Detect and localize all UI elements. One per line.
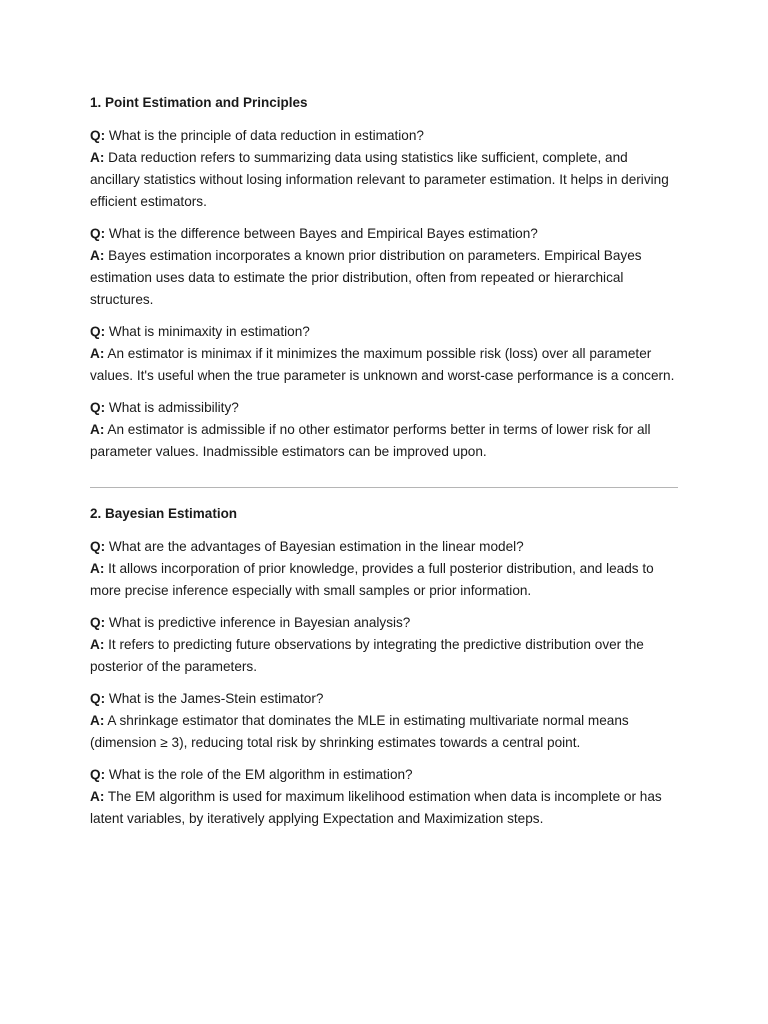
answer-text: An estimator is minimax if it minimizes the maximum possible risk (loss) over all parameter values. It's useful when the true parameter is unknown and worst-case performance is a concern. bbox=[90, 346, 675, 383]
answer bbox=[90, 786, 678, 830]
qa-item bbox=[90, 764, 678, 830]
qa-item bbox=[90, 688, 678, 754]
answer bbox=[90, 343, 678, 387]
question-text: What is admissibility? bbox=[108, 400, 239, 415]
section-divider bbox=[90, 487, 678, 488]
question-text: What are the advantages of Bayesian estimation in the linear model? bbox=[108, 539, 524, 554]
qa-item bbox=[90, 223, 678, 311]
answer bbox=[90, 634, 678, 678]
qa-item bbox=[90, 612, 678, 678]
answer bbox=[90, 419, 678, 463]
question bbox=[90, 764, 678, 786]
answer-tag: A: bbox=[90, 561, 105, 576]
answer-text: The EM algorithm is used for maximum likelihood estimation when data is incomplete or has latent variables, by iteratively applying Expectation and Maximization steps. bbox=[90, 789, 662, 826]
question-tag: Q: bbox=[90, 615, 106, 630]
qa-item bbox=[90, 321, 678, 387]
question bbox=[90, 223, 678, 245]
qa-item bbox=[90, 536, 678, 602]
answer bbox=[90, 245, 678, 311]
question-text: What is the role of the EM algorithm in estimation? bbox=[108, 767, 413, 782]
answer-tag: A: bbox=[90, 713, 105, 728]
question-text: What is minimaxity in estimation? bbox=[108, 324, 310, 339]
question-tag: Q: bbox=[90, 767, 106, 782]
answer-text: Bayes estimation incorporates a known prior distribution on parameters. Empirical Bayes estimation uses data to estimate the prior distribution, often from repeated or hierarchical structures. bbox=[90, 248, 642, 307]
answer-tag: A: bbox=[90, 422, 105, 437]
answer-text: An estimator is admissible if no other estimator performs better in terms of lower risk for all parameter values. Inadmissible estimators can be improved upon. bbox=[90, 422, 651, 459]
question bbox=[90, 688, 678, 710]
answer-tag: A: bbox=[90, 248, 105, 263]
qa-item bbox=[90, 397, 678, 463]
answer-text: It allows incorporation of prior knowledge, provides a full posterior distribution, and leads to more precise inference especially with small samples or prior information. bbox=[90, 561, 654, 598]
question-tag: Q: bbox=[90, 691, 106, 706]
section-heading: 2. Bayesian Estimation bbox=[90, 506, 238, 521]
section-bayesian-estimation bbox=[90, 504, 678, 830]
answer-tag: A: bbox=[90, 637, 105, 652]
question-tag: Q: bbox=[90, 324, 106, 339]
question-text: What is the principle of data reduction in estimation? bbox=[108, 128, 424, 143]
answer-text: It refers to predicting future observations by integrating the predictive distribution over the posterior of the parameters. bbox=[90, 637, 644, 674]
question-tag: Q: bbox=[90, 400, 106, 415]
answer-text: Data reduction refers to summarizing data using statistics like sufficient, complete, and ancillary statistics without losing information relevant to parameter estimation. It helps in deriving efficient estimators. bbox=[90, 150, 669, 209]
question-tag: Q: bbox=[90, 539, 106, 554]
answer-text: A shrinkage estimator that dominates the MLE in estimating multivariate normal means (dimension ≥ 3), reducing total risk by shrinking estimates towards a central point. bbox=[90, 713, 629, 750]
question-text: What is the difference between Bayes and Empirical Bayes estimation? bbox=[108, 226, 538, 241]
question bbox=[90, 321, 678, 343]
question-tag: Q: bbox=[90, 226, 106, 241]
section-heading: 1. Point Estimation and Principles bbox=[90, 95, 308, 110]
question-text: What is predictive inference in Bayesian analysis? bbox=[108, 615, 411, 630]
answer-tag: A: bbox=[90, 150, 105, 165]
qa-item bbox=[90, 125, 678, 213]
question bbox=[90, 397, 678, 419]
answer-tag: A: bbox=[90, 789, 105, 804]
section-point-estimation bbox=[90, 93, 678, 463]
question bbox=[90, 536, 678, 558]
answer-tag: A: bbox=[90, 346, 105, 361]
question-tag: Q: bbox=[90, 128, 106, 143]
question-text: What is the James-Stein estimator? bbox=[108, 691, 324, 706]
answer bbox=[90, 558, 678, 602]
answer bbox=[90, 147, 678, 213]
question bbox=[90, 612, 678, 634]
answer bbox=[90, 710, 678, 754]
question bbox=[90, 125, 678, 147]
